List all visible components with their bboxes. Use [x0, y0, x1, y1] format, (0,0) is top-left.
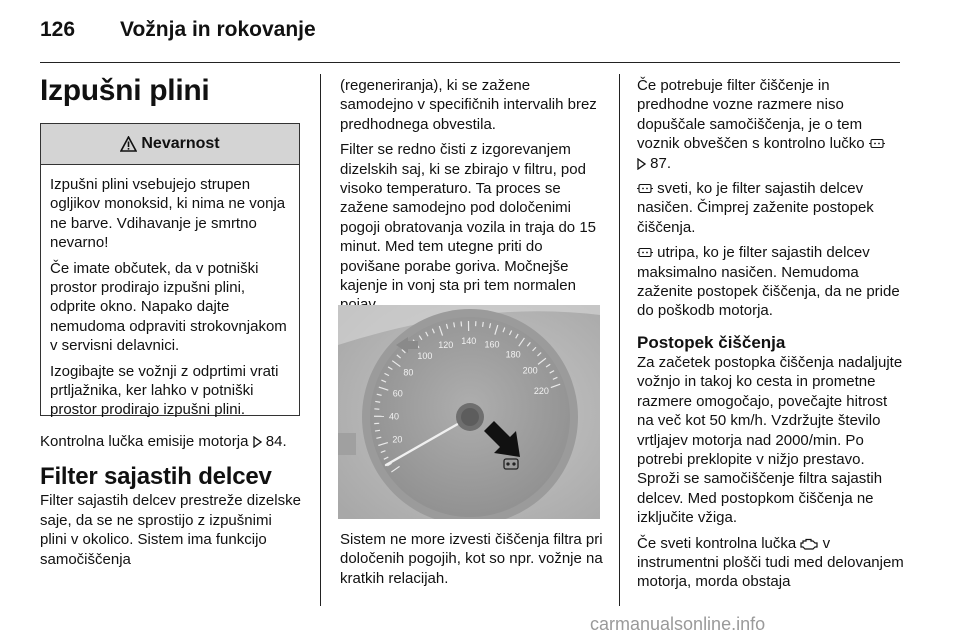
speedometer-illustration — [338, 305, 600, 519]
engine-check-icon — [800, 537, 818, 550]
cleaning-process-paragraph: Filter se redno čisti z izgorevanjem dizelskih saj, ki se zbirajo v filtru, pod visoko temperaturo. Ta proces se zažene samodejno pod določenimi pogoji obratovanja vozila in traja do 15 minut. Med tem utegne priti do povišane porabe goriva. Močnejše kajenje in vonj sta pri tem normalen — [340, 141, 597, 295]
warning-paragraph: Izogibajte se vožnji z odprtimi vrati prtljažnika, ker lahko v potniški prostor prodirajo izpušni plini. — [50, 362, 279, 419]
lamp-flashing-paragraph: utripa, ko je filter sajastih delcev maksimalno nasičen. Nemudoma zaženite postopek čiščenja, da ne pride do poškodb motorja. — [637, 244, 900, 320]
speedometer-label: 80 — [403, 367, 414, 378]
watermark: carmanualsonline.info — [590, 614, 766, 634]
speedometer-tick — [483, 322, 484, 327]
header-divider — [40, 62, 900, 63]
speedometer-label: 60 — [392, 388, 403, 399]
filter-intro: Filter sajastih delcev prestreže dizelske saje, da se ne sprostijo z izpušnimi plini v okolico. Sistem ima funkcijo samočiščenja — [40, 492, 301, 568]
column-2 — [340, 76, 606, 321]
speedometer-label: 20 — [392, 434, 403, 445]
column-divider-1 — [320, 74, 321, 606]
speedometer-label: 160 — [484, 339, 500, 350]
speedometer-graphic — [338, 305, 600, 519]
page-reference-triangle-icon — [253, 436, 262, 448]
speedometer-label: 140 — [461, 336, 477, 347]
column-2-lower — [340, 530, 606, 594]
chapter-title: Vožnja in rokovanje — [120, 18, 316, 41]
engine-lamp-paragraph: Če sveti kontrolna lučka v instrumentni plošči tudi med delovanjem motorja, morda obstaja — [637, 534, 904, 591]
particulate-filter-icon — [637, 246, 653, 259]
warning-heading: Nevarnost — [141, 135, 220, 152]
filter-heading: Filter sajastih delcev — [40, 463, 272, 491]
speedometer-label: 40 — [388, 411, 400, 422]
speedometer-tick — [454, 322, 455, 327]
speedometer-label: 200 — [522, 365, 538, 376]
column-divider-2 — [619, 74, 620, 606]
warning-box — [40, 123, 300, 419]
section-title: Izpušni plini — [40, 74, 210, 107]
warning-paragraph: Izpušni plini vsebujejo strupen ogljikov monoksid, ki nima ne vonja ne barve. Vdihavanje je smrtno nevarno! — [50, 176, 286, 252]
speedometer-tick — [375, 430, 380, 431]
speedometer-tick — [375, 401, 380, 402]
cleaning-procedure-heading: Postopek čiščenja — [637, 332, 786, 352]
notification-paragraph: Če potrebuje filter čiščenje in predhodne vozne razmere niso dopuščale samočiščenja, je o tem voznik obveščen s kontrolno lučko 87. — [637, 76, 905, 173]
emission-reference: Kontrolna lučka emisije motorja 84. — [40, 433, 287, 450]
warning-header — [41, 124, 299, 165]
warning-triangle-icon — [120, 136, 137, 152]
warning-paragraph: Če imate občutek, da v potniški prostor prodirajo izpušni plini, odprite okno. Napako dajte nemudoma odpraviti strokovnjakom v servisni delavnici. — [50, 259, 287, 355]
lamp-on-paragraph: sveti, ko je filter sajastih delcev nasičen. Čimprej zaženite postopek čiščenja. — [637, 180, 874, 236]
speedometer-label: 220 — [533, 386, 549, 397]
particulate-filter-icon — [869, 137, 885, 150]
column-1-lower — [40, 432, 302, 575]
speedometer-label: 120 — [438, 339, 454, 350]
page-number: 126 — [40, 18, 76, 41]
column-3 — [637, 76, 905, 598]
regeneration-paragraph: (regeneriranja), ki se zažene samodejno v specifičnih intervalih brez predhodnega obvestila. — [340, 77, 597, 133]
page-reference-triangle-icon — [637, 158, 646, 170]
speedometer-label: 180 — [505, 349, 521, 360]
particulate-filter-icon — [637, 182, 653, 195]
limitation-paragraph: Sistem ne more izvesti čiščenja filtra pri določenih pogojih, kot so npr. vožnje na kratkih relacijah. — [340, 531, 603, 587]
cleaning-procedure-paragraph: Za začetek postopka čiščenja nadaljujte vožnjo in takoj ko cesta in prometne razmere omogočajo, povečajte hitrost na več kot 50 km/h. Vzdržujte število vrtljajev motorja nad 2000/min. Po potrebi preklopite v nižjo prestavo. Sproži se samočiščenje filtra sajastih delcev. Med postopkom čiščenja ne izključite vžiga. — [637, 353, 903, 527]
speedometer-label: 100 — [417, 350, 433, 361]
notification-reference-page[interactable]: 87. — [650, 154, 672, 172]
emission-reference-page[interactable]: 84. — [265, 433, 287, 450]
